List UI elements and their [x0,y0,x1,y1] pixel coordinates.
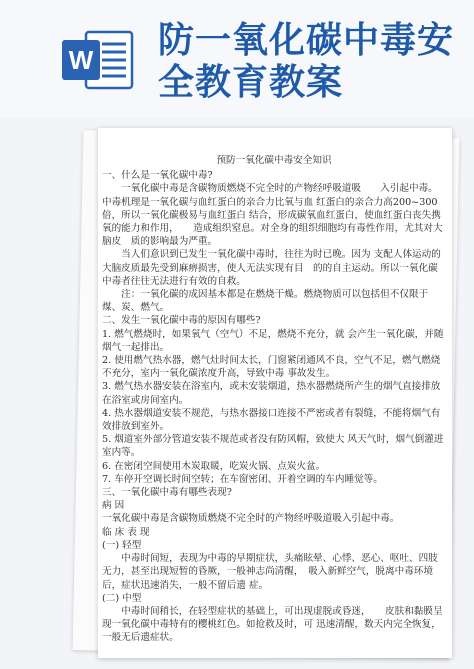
document-paragraph: 1. 燃气燃烧时，如果氧气（空气）不足，燃烧不充分，就 会产生一氧化碳，并随烟气一起排出。 [102,328,444,353]
document-paragraph: 7. 车停开空调长时间空转；在车窗密闭、开着空调的车内睡觉等。 [102,473,383,485]
title-line-1: 防一氧化碳中毒安 [158,20,455,61]
page-top-margin [98,128,452,153]
document-paragraph: 2. 使用燃气热水器，燃气灶时间太长，门窗紧闭通风不良，空气不足，燃气燃烧不充分，室内一氧化碳浓度升高，导致中毒 事故发生。 [102,355,441,380]
document-paragraph: 临 床 表 现 [102,526,150,538]
document-paragraph: 3. 燃气热水器安装在浴室内，或未安装烟道，热水器燃烧所产生的烟气直接排放在浴室或房间室内。 [102,381,441,406]
document-paragraph: 二、发生一氧化碳中毒的原因有哪些? [102,315,261,327]
document-paragraphs [102,169,446,644]
word-logo-letter: W [68,45,94,75]
page-title [158,20,458,104]
document-paragraph: 当人们意识到已发生一氧化碳中毒时，往往为时已晚。因为 支配人体运动的大脑皮质最先受到麻痹损害，使人无法实现有目 的的自主运动。所以一氧化碳中毒者往往无法进行有效的自救。 [102,249,441,287]
document-page [98,128,452,658]
title-line-2: 全教育教案 [158,62,344,103]
document-paragraph: 6. 在密闭空间使用木炭取暖，吃炭火锅、点炭火盆。 [102,460,326,472]
document-paragraph: 三、一氧化碳中毒有哪些表现? [102,487,232,499]
document-body [102,154,446,645]
document-paragraph: 一、什么是一氧化碳中毒? [102,170,213,182]
document-paragraph: 4. 热水器烟道安装不规范，与热水器接口连接不严密或者有裂缝，不能将烟气有效排放到室外。 [102,407,441,433]
document-paragraph: 5. 烟道室外部分管道安装不规范或者没有防风帽，致使大 风天气时，烟气倒灌进室内等。 [102,434,444,459]
document-paragraph: 中毒时间稍长，在轻型症状的基础上，可出现虚脱或昏迷， 皮肤和黏膜呈现一氧化碳中毒特有的樱桃红色。如抢救及时，可 迅速清醒，数天内完全恢复，一般无后遗症状。 [102,605,443,644]
document-paragraph: 中毒时间短，表现为中毒的早期症状，头痛眩晕、心悸、恶心、呕吐、四肢无力，甚至出现短暂的昏厥，一般神志尚清醒， 吸入新鲜空气，脱离中毒环境后，症状迅速消失，一般不留后遗 症。 [102,553,438,591]
document-paragraph: 一氧化碳中毒是含碳物质燃烧不完全时的产物经呼吸道吸入引起中毒。 [102,513,400,525]
document-paragraph: 一氧化碳中毒是含碳物质燃烧不完全时的产物经呼吸道吸 入引起中毒。中毒机理是一氧化碳与血红蛋白的亲合力比氧与血 红蛋白的亲合力高200~300 倍，所以一氧化碳极易与血红蛋白 结合，形成碳氧血红蛋白，使血红蛋白丧失携氧的能力和作用， 造成组织窒息。对全身的组织细胞均有毒性作用，尤其对大脑皮 质的影响最为严重。 [102,183,443,248]
document-paragraph: (二) 中型 [102,592,142,604]
word-document-icon [60,30,134,90]
document-paragraph: 注：一氧化碳的成因基本都是在燃烧干燥。燃烧物质可以包括但不仅限于煤、炭、燃气。 [102,289,429,314]
document-paragraph: (一) 轻型 [102,539,142,551]
document-paragraph: 病 因 [102,500,125,512]
header-banner [0,0,474,118]
document-title: 预防一氧化碳中毒安全知识 [216,155,332,166]
